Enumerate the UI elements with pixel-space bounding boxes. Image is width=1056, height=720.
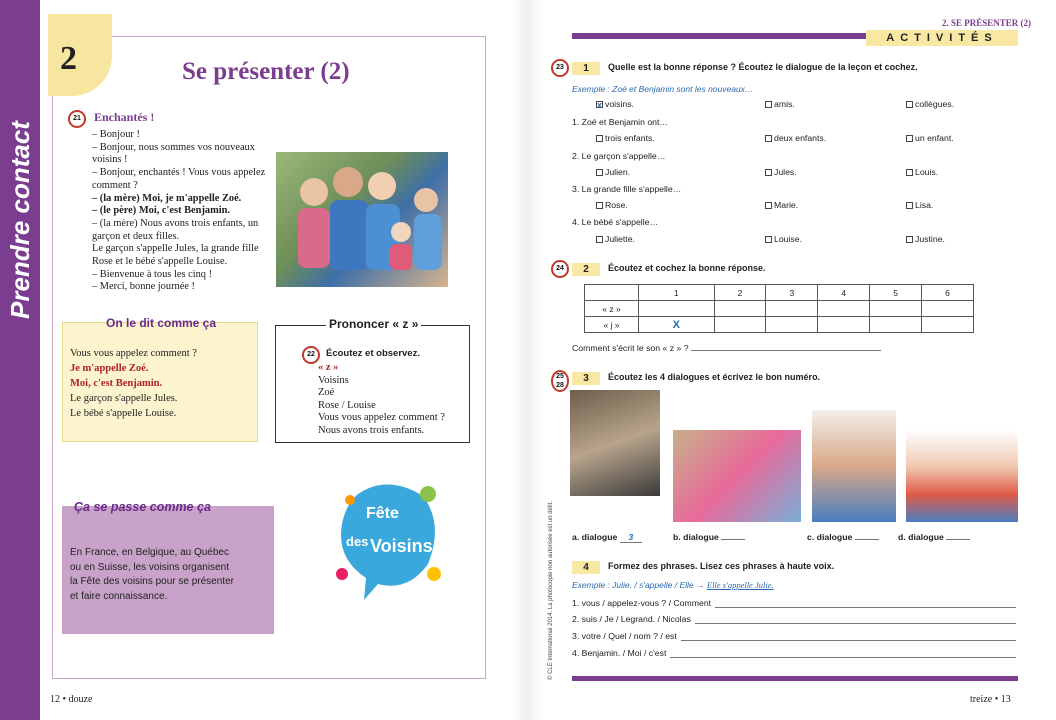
option[interactable]: Jules. bbox=[765, 167, 797, 177]
checkbox[interactable] bbox=[596, 236, 603, 243]
dialog-line: – Merci, bonne journée ! bbox=[92, 281, 196, 293]
checkbox[interactable] bbox=[906, 236, 913, 243]
checkbox[interactable] bbox=[906, 169, 913, 176]
grid-cell[interactable] bbox=[870, 301, 922, 317]
right-header: 2. SE PRÉSENTER (2) bbox=[942, 18, 1032, 28]
grid-cell[interactable] bbox=[639, 301, 715, 317]
grid-row-label: « z » bbox=[585, 301, 639, 317]
page-number-left: 12 • douze bbox=[50, 694, 93, 705]
grid-corner bbox=[585, 285, 639, 301]
grid-cell[interactable] bbox=[714, 317, 766, 333]
dialog-line: – (la mère) Moi, je m'appelle Zoé. bbox=[92, 192, 242, 204]
culture-line: ou en Suisse, les voisins organisent bbox=[70, 561, 229, 573]
option[interactable]: Rose. bbox=[596, 200, 628, 210]
activity-example: Exemple : Julie. / s'appelle / Elle → Elle s'appelle Julie. bbox=[572, 580, 774, 590]
activity-question: Écoutez les 4 dialogues et écrivez le bon numéro. bbox=[608, 372, 821, 382]
culture-line: et faire connaissance. bbox=[70, 591, 168, 603]
checkbox[interactable] bbox=[765, 135, 772, 142]
option[interactable]: Marie. bbox=[765, 200, 798, 210]
grid-cell[interactable] bbox=[870, 317, 922, 333]
grammar-line: Vous vous appelez comment ? bbox=[70, 348, 197, 359]
dialog-line: Le garçon s'appelle Jules, la grande fille Rose et le bébé s'appelle Louise. bbox=[92, 243, 259, 268]
dialog-line: – Bonjour, nous sommes vos nouveaux voisins ! bbox=[92, 141, 255, 166]
photo-kids bbox=[673, 430, 801, 522]
answer-a[interactable]: 3 bbox=[620, 532, 642, 543]
exercise-item: 4. Benjamin. / Moi / c'est bbox=[572, 648, 1016, 658]
copyright-note: © CLE International 2014. La photocopie non autorisée est un délit. bbox=[548, 501, 554, 680]
audio-icon[interactable]: 25 28 bbox=[551, 370, 569, 392]
grid-cell[interactable] bbox=[922, 317, 974, 333]
bottom-bar bbox=[572, 676, 1018, 681]
dialog-title: Enchantés ! bbox=[94, 110, 155, 124]
activity-number: 4 bbox=[572, 561, 600, 574]
answer-line[interactable] bbox=[691, 350, 881, 351]
unit-number: 2 bbox=[60, 40, 77, 77]
grid-cell[interactable] bbox=[766, 301, 818, 317]
activity-question: Quelle est la bonne réponse ? Écoutez le dialogue de la leçon et cochez. bbox=[608, 62, 918, 72]
grammar-line: Moi, c'est Benjamin. bbox=[70, 378, 163, 389]
grid-header: 3 bbox=[766, 285, 818, 301]
dialog-line: – (la mère) Nous avons trois enfants, un garçon et deux filles. bbox=[92, 217, 259, 242]
exercise-item: 1. vous / appelez-vous ? / Comment bbox=[572, 598, 1016, 608]
answer-line[interactable] bbox=[715, 598, 1016, 608]
pronunciation-instruction: Écoutez et observez. bbox=[326, 348, 420, 359]
caption-a: a. dialogue 3 bbox=[572, 532, 642, 543]
audio-icon[interactable]: 24 bbox=[551, 260, 569, 278]
option[interactable]: amis. bbox=[765, 99, 795, 109]
dialog-text bbox=[92, 129, 267, 294]
option[interactable]: collègues. bbox=[906, 99, 954, 109]
activity-number: 3 bbox=[572, 372, 600, 385]
pronunciation-line: Zoé bbox=[318, 387, 335, 399]
activity-number: 1 bbox=[572, 62, 600, 75]
option[interactable]: Julien. bbox=[596, 167, 630, 177]
activity-example: Exemple : Zoé et Benjamin sont les nouveaux… bbox=[572, 84, 754, 94]
grid-header: 6 bbox=[922, 285, 974, 301]
checkbox[interactable] bbox=[596, 202, 603, 209]
checkbox[interactable] bbox=[596, 169, 603, 176]
option[interactable]: Juliette. bbox=[596, 234, 635, 244]
exercise-item: 3. votre / Quel / nom ? / est bbox=[572, 631, 1016, 641]
grammar-line: Le bébé s'appelle Louise. bbox=[70, 408, 177, 419]
book-spine bbox=[512, 0, 542, 720]
dialog-line: – Bonjour ! bbox=[92, 129, 140, 140]
checkbox[interactable] bbox=[906, 202, 913, 209]
pronunciation-line: Vous vous appelez comment ? bbox=[318, 412, 445, 424]
culture-box-title: Ça se passe comme ça bbox=[74, 500, 211, 514]
answer-line[interactable] bbox=[721, 539, 745, 540]
answer-line[interactable] bbox=[695, 614, 1016, 624]
checkbox[interactable] bbox=[765, 202, 772, 209]
checkbox[interactable] bbox=[765, 169, 772, 176]
grid-cell-marked[interactable]: X bbox=[639, 317, 715, 333]
family-photo bbox=[276, 152, 448, 287]
option[interactable]: un enfant. bbox=[906, 133, 954, 143]
exercise-item: 2. suis / Je / Legrand. / Nicolas bbox=[572, 614, 1016, 624]
culture-box-text bbox=[70, 546, 270, 605]
fete-logo-art bbox=[328, 474, 446, 604]
page-number-right: treize • 13 bbox=[970, 694, 1011, 705]
dialog-line: – (le père) Moi, c'est Benjamin. bbox=[92, 205, 231, 217]
photo-thumbs-up-family bbox=[812, 410, 896, 522]
activity-question: Formez des phrases. Lisez ces phrases à haute voix. bbox=[608, 561, 835, 571]
answer-line[interactable] bbox=[670, 648, 1016, 658]
checkbox[interactable] bbox=[596, 135, 603, 142]
option[interactable]: trois enfants. bbox=[596, 133, 655, 143]
checkbox[interactable] bbox=[906, 101, 913, 108]
grammar-line: Je m'appelle Zoé. bbox=[70, 363, 149, 374]
pronunciation-title: Prononcer « z » bbox=[326, 317, 421, 331]
grammar-box-lines bbox=[70, 346, 197, 421]
answer-line[interactable] bbox=[855, 539, 879, 540]
sound-grid bbox=[584, 284, 974, 333]
option[interactable]: Louise. bbox=[765, 234, 802, 244]
checkbox-checked[interactable]: x bbox=[597, 100, 603, 110]
item-label: 4. Le bébé s'appelle… bbox=[572, 217, 659, 227]
caption-d: d. dialogue bbox=[898, 532, 970, 542]
audio-icon[interactable]: 21 bbox=[68, 110, 86, 128]
grid-header: 2 bbox=[714, 285, 766, 301]
culture-line: la Fête des voisins pour se présenter bbox=[70, 576, 234, 588]
pronunciation-line: « z » bbox=[318, 362, 339, 373]
page-title: Se présenter (2) bbox=[182, 58, 350, 85]
grid-cell[interactable] bbox=[818, 301, 870, 317]
option[interactable]: Justine. bbox=[906, 234, 945, 244]
culture-line: En France, en Belgique, au Québec bbox=[70, 547, 229, 558]
activity-number: 2 bbox=[572, 263, 600, 276]
grid-row-label: « j » bbox=[585, 317, 639, 333]
option[interactable]: deux enfants. bbox=[765, 133, 826, 143]
caption-c: c. dialogue bbox=[807, 532, 879, 542]
logo-text-1: Fête bbox=[366, 505, 399, 522]
answer-line[interactable] bbox=[946, 539, 970, 540]
audio-icon[interactable]: 22 bbox=[302, 346, 320, 364]
grid-header: 5 bbox=[870, 285, 922, 301]
dialog-line: – Bonjour, enchantés ! Vous vous appelez comment ? bbox=[92, 167, 266, 191]
option[interactable]: Lisa. bbox=[906, 200, 933, 210]
grammar-box-title: On le dit comme ça bbox=[106, 316, 217, 330]
item-label: 3. La grande fille s'appelle… bbox=[572, 184, 682, 194]
pronunciation-line: Voisins bbox=[318, 374, 349, 386]
activities-label: ACTIVITÉS bbox=[866, 30, 1018, 46]
grid-cell[interactable] bbox=[766, 317, 818, 333]
grid-cell[interactable] bbox=[922, 301, 974, 317]
grid-header: 4 bbox=[818, 285, 870, 301]
side-label: Prendre contact bbox=[5, 121, 35, 319]
option[interactable]: Louis. bbox=[906, 167, 938, 177]
logo-text-3: Voisins bbox=[370, 536, 433, 556]
audio-icon[interactable]: 23 bbox=[551, 59, 569, 77]
grid-header: 1 bbox=[639, 285, 715, 301]
item-label: 2. Le garçon s'appelle… bbox=[572, 151, 666, 161]
answer-line[interactable] bbox=[681, 631, 1016, 641]
pronunciation-line: Nous avons trois enfants. bbox=[318, 424, 425, 436]
followup-question: Comment s'écrit le son « z » ? bbox=[572, 343, 881, 353]
checkbox[interactable] bbox=[765, 101, 772, 108]
checkbox[interactable] bbox=[906, 135, 913, 142]
dialog-line: – Bienvenue à tous les cinq ! bbox=[92, 268, 213, 280]
activity-question: Écoutez et cochez la bonne réponse. bbox=[608, 263, 766, 273]
pronunciation-line: Rose / Louise bbox=[318, 399, 376, 411]
item-label: 1. Zoé et Benjamin ont… bbox=[572, 117, 669, 127]
option[interactable]: x voisins. bbox=[597, 99, 634, 110]
grid-cell[interactable] bbox=[818, 317, 870, 333]
checkbox[interactable] bbox=[765, 236, 772, 243]
photo-reception bbox=[570, 390, 660, 496]
grid-cell[interactable] bbox=[714, 301, 766, 317]
logo-text-2: des bbox=[346, 534, 369, 549]
caption-b: b. dialogue bbox=[673, 532, 745, 542]
photo-family-sitting bbox=[906, 430, 1018, 522]
pronunciation-lines bbox=[318, 362, 445, 438]
grammar-line: Le garçon s'appelle Jules. bbox=[70, 393, 178, 404]
family-photo-illustration bbox=[276, 152, 448, 287]
fete-des-voisins-logo bbox=[328, 474, 446, 604]
